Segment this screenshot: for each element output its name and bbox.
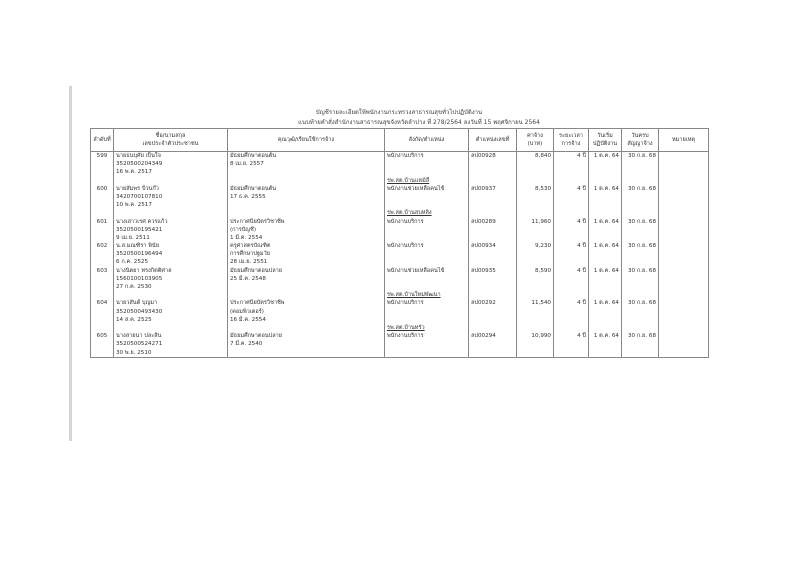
end-date: 30 ก.ย. 68: [627, 153, 656, 159]
spacer-cell: [517, 209, 554, 217]
cell-no: [91, 152, 114, 177]
spacer-cell: [659, 291, 709, 299]
col-term: [554, 129, 589, 152]
citizen-id: 3520500195421: [116, 226, 163, 233]
col-name-label: ชื่อ/นามสกุล: [155, 132, 186, 139]
employment-term: 4 ปี: [577, 185, 586, 192]
cell-term: [554, 332, 589, 357]
cell-position: [385, 152, 469, 177]
cell-end: [622, 267, 659, 292]
cell-name: [114, 267, 228, 292]
education-detail: (การบัญชี): [230, 226, 257, 233]
education-level: มัธยมศึกษาตอนปลาย: [230, 267, 283, 274]
start-date: 1 ต.ค. 64: [593, 333, 619, 340]
spacer-cell: [622, 209, 659, 217]
position-title: พนักงานบริการ: [387, 153, 424, 159]
education-level: ครูศาสตรบัณฑิต: [230, 243, 271, 250]
cell-wage: [517, 218, 554, 243]
citizen-id: 3420700107810: [116, 193, 163, 200]
education-detail: 25 มี.ค. 2548: [230, 275, 266, 282]
wage-amount: 8,840: [534, 153, 551, 159]
col-start-label-2: ปฏิบัติงาน: [592, 141, 618, 147]
spacer-cell: [91, 209, 114, 217]
position-title: พนักงานช่วยเหลือคนไข้: [387, 185, 445, 192]
position-number: ลป00937: [471, 185, 496, 192]
citizen-id: 1560100103905: [116, 275, 163, 282]
col-unit: สังกัด/ตำแหน่ง: [385, 129, 469, 152]
spacer-cell: [385, 209, 469, 217]
col-term-label-1: ระยะเวลา: [559, 132, 583, 139]
cell-position-no: [469, 267, 517, 292]
position-title: พนักงานบริการ: [387, 218, 424, 225]
col-name: [114, 129, 228, 152]
position-number: ลป00292: [471, 300, 496, 307]
spacer-cell: [228, 291, 385, 299]
position-number: ลป00289: [471, 218, 496, 225]
cell-position: [385, 267, 469, 292]
cell-name: [114, 152, 228, 177]
spacer-cell: [91, 324, 114, 332]
staff-table: [90, 128, 709, 358]
person-name: น.ส.มณฑิรา พินัย: [116, 243, 160, 250]
col-id-label: เลขประจำตัวประชาชน: [142, 141, 199, 147]
cell-name: [114, 332, 228, 357]
birth-date: 30 พ.ย. 2510: [116, 349, 152, 356]
cell-end: [622, 185, 659, 210]
spacer-cell: [589, 209, 622, 217]
spacer-cell: [114, 209, 228, 217]
cell-start: [589, 267, 622, 292]
end-date: 30 ก.ย. 68: [627, 218, 656, 225]
spacer-cell: [114, 291, 228, 299]
spacer-cell: [622, 324, 659, 332]
cell-education: [228, 332, 385, 357]
cell-start: [589, 242, 622, 267]
birth-date: 6 ก.ค. 2525: [116, 259, 149, 266]
table-row: [91, 299, 709, 324]
cell-no: [91, 267, 114, 292]
spacer-cell: [622, 177, 659, 185]
spacer-cell: [517, 291, 554, 299]
row-number: 603: [96, 267, 108, 274]
col-end: [622, 129, 659, 152]
spacer-cell: [114, 177, 228, 185]
citizen-id: 3520500524271: [116, 341, 163, 348]
cell-wage: [517, 332, 554, 357]
row-number: 601: [96, 218, 108, 225]
position-title: พนักงานช่วยเหลือคนไข้: [387, 267, 445, 274]
employment-term: 4 ปี: [577, 267, 586, 274]
start-date: 1 ต.ค. 64: [593, 185, 619, 192]
document-title: บัญชีรายละเอียดให้พนักงานกระทรวงสาธารณสุขทั่วไปปฏิบัติงาน: [315, 109, 483, 116]
wage-amount: 8,590: [534, 267, 551, 274]
spacer-cell: [469, 209, 517, 217]
cell-position: [385, 332, 469, 357]
wage-amount: 8,530: [534, 185, 551, 192]
spacer-cell: [554, 291, 589, 299]
row-number: 602: [96, 243, 108, 250]
row-number: 599: [96, 153, 108, 159]
col-wage-label: ค่าจ้าง: [526, 132, 544, 139]
unit-heading: รพ.สต.บ้านแหม้ลี้: [387, 177, 430, 184]
unit-heading-row: [91, 209, 709, 217]
person-name: นายวสันต์ บุญมา: [116, 300, 158, 307]
cell-name: [114, 218, 228, 243]
education-level: มัธยมศึกษาตอนปลาย: [230, 333, 283, 340]
cell-no: [91, 242, 114, 267]
position-number: ลป00294: [471, 333, 496, 340]
education-date: 28 เม.ย. 2551: [230, 259, 268, 266]
document-header: [90, 108, 708, 128]
education-level: มัธยมศึกษาตอนต้น: [230, 185, 277, 192]
cell-name: [114, 185, 228, 210]
row-number: 605: [96, 333, 108, 340]
position-title: พนักงานบริการ: [387, 300, 424, 307]
table-row: [91, 242, 709, 267]
cell-education: [228, 152, 385, 177]
person-name: นางเสาวเรศ ควรแก้ว: [116, 218, 168, 225]
spacer-cell: [469, 177, 517, 185]
spacer-cell: [385, 291, 469, 299]
cell-term: [554, 299, 589, 324]
cell-wage: [517, 299, 554, 324]
cell-note: [659, 218, 709, 243]
person-name: นางนิตยา ทรงกิตติศาล: [116, 267, 172, 274]
cell-no: [91, 185, 114, 210]
birth-date: 14 ส.ค. 2525: [116, 316, 152, 323]
col-end-label-1: วันครบ: [631, 132, 649, 139]
birth-date: 16 พ.ค. 2517: [116, 169, 152, 176]
citizen-id: 3520500204349: [116, 161, 163, 168]
cell-education: [228, 185, 385, 210]
unit-heading: รพ.สต.บ้านสบหลิ่ง: [387, 210, 432, 217]
cell-note: [659, 299, 709, 324]
start-date: 1 ต.ค. 64: [593, 218, 619, 225]
education-detail: 8 เม.ย. 2557: [230, 161, 264, 168]
cell-position: [385, 242, 469, 267]
cell-position: [385, 218, 469, 243]
education-detail: การศึกษาปฐมวัย: [230, 251, 271, 258]
cell-end: [622, 152, 659, 177]
table-header-row: [91, 129, 709, 152]
col-no: ลำดับที่: [91, 129, 114, 152]
unit-heading: รพ.สต.บ้านทรัว: [387, 324, 425, 331]
cell-end: [622, 299, 659, 324]
spacer-cell: [385, 324, 469, 332]
spacer-cell: [659, 324, 709, 332]
employment-term: 4 ปี: [577, 333, 586, 340]
education-detail: (คอมพิวเตอร์): [230, 308, 264, 315]
cell-note: [659, 242, 709, 267]
spacer-cell: [589, 177, 622, 185]
unit-heading-row: [91, 291, 709, 299]
unit-heading: รพ.สต.บ้านใหม่พัฒนา: [387, 292, 441, 299]
cell-position: [385, 185, 469, 210]
cell-education: [228, 242, 385, 267]
spacer-cell: [228, 324, 385, 332]
col-note: หมายเหตุ: [659, 129, 709, 152]
citizen-id: 3520500196494: [116, 251, 163, 258]
birth-date: 10 พ.ค. 2517: [116, 202, 152, 209]
wage-amount: 11,960: [531, 218, 551, 225]
cell-wage: [517, 242, 554, 267]
education-level: ประกาศนียบัตรวิชาชีพ: [230, 218, 285, 225]
table-row: [91, 332, 709, 357]
end-date: 30 ก.ย. 68: [627, 243, 656, 250]
cell-start: [589, 152, 622, 177]
cell-no: [91, 299, 114, 324]
col-wage: [517, 129, 554, 152]
position-title: พนักงานบริการ: [387, 333, 424, 340]
spacer-cell: [517, 324, 554, 332]
cell-position-no: [469, 185, 517, 210]
col-wage-unit: (บาท): [527, 141, 543, 147]
spacer-cell: [554, 324, 589, 332]
spacer-cell: [659, 177, 709, 185]
cell-term: [554, 242, 589, 267]
cell-education: [228, 218, 385, 243]
cell-note: [659, 185, 709, 210]
wage-amount: 10,990: [531, 333, 551, 340]
education-level: ประกาศนียบัตรวิชาชีพ: [230, 300, 285, 307]
cell-position-no: [469, 242, 517, 267]
start-date: 1 ต.ค. 64: [593, 267, 619, 274]
cell-wage: [517, 152, 554, 177]
spacer-cell: [385, 177, 469, 185]
spacer-cell: [469, 324, 517, 332]
cell-position-no: [469, 332, 517, 357]
spacer-cell: [589, 324, 622, 332]
cell-position: [385, 299, 469, 324]
table-row: [91, 152, 709, 177]
education-date: 16 มี.ค. 2554: [230, 316, 266, 323]
education-detail: 17 ธ.ค. 2555: [230, 193, 266, 200]
cell-start: [589, 299, 622, 324]
cell-position-no: [469, 299, 517, 324]
birth-date: 27 ก.ค. 2530: [116, 284, 152, 290]
cell-term: [554, 152, 589, 177]
cell-start: [589, 332, 622, 357]
cell-end: [622, 332, 659, 357]
spacer-cell: [554, 209, 589, 217]
birth-date: 9 เม.ย. 2511: [116, 234, 150, 241]
spacer-cell: [554, 177, 589, 185]
cell-end: [622, 242, 659, 267]
end-date: 30 ก.ย. 68: [627, 185, 656, 192]
unit-heading-row: [91, 324, 709, 332]
employment-term: 4 ปี: [577, 243, 586, 250]
col-education: คุณวุฒิ/เรียนใช้การจ้าง: [228, 129, 385, 152]
person-name: นายสัมพร ป้วนก๊ว: [116, 185, 159, 192]
table-row: [91, 185, 709, 210]
cell-end: [622, 218, 659, 243]
cell-term: [554, 267, 589, 292]
start-date: 1 ต.ค. 64: [593, 153, 619, 159]
cell-name: [114, 299, 228, 324]
cell-education: [228, 299, 385, 324]
cell-start: [589, 185, 622, 210]
employment-term: 4 ปี: [577, 218, 586, 225]
person-name: นายธนบุศัย เป็นใจ: [116, 153, 161, 159]
cell-start: [589, 218, 622, 243]
cell-term: [554, 218, 589, 243]
position-number: ลป00934: [471, 243, 496, 250]
end-date: 30 ก.ย. 68: [627, 300, 656, 307]
cell-position-no: [469, 218, 517, 243]
col-position-no: ตำแหน่งเลขที่: [469, 129, 517, 152]
col-start: [589, 129, 622, 152]
row-number: 604: [96, 300, 108, 307]
cell-wage: [517, 185, 554, 210]
row-number: 600: [96, 185, 108, 192]
cell-note: [659, 267, 709, 292]
cell-term: [554, 185, 589, 210]
page-left-edge: [69, 86, 72, 441]
education-detail: 7 มี.ค. 2540: [230, 341, 263, 348]
cell-education: [228, 267, 385, 292]
spacer-cell: [91, 291, 114, 299]
cell-no: [91, 218, 114, 243]
cell-note: [659, 152, 709, 177]
table-row: [91, 267, 709, 292]
cell-name: [114, 242, 228, 267]
spacer-cell: [589, 291, 622, 299]
spacer-cell: [659, 209, 709, 217]
position-number: ลป00935: [471, 267, 496, 274]
citizen-id: 3520500493430: [116, 308, 163, 315]
col-end-label-2: สัญญาจ้าง: [627, 141, 653, 147]
spacer-cell: [469, 291, 517, 299]
education-date: 1 มี.ค. 2554: [230, 234, 263, 241]
employment-term: 4 ปี: [577, 300, 586, 307]
spacer-cell: [91, 177, 114, 185]
employment-term: 4 ปี: [577, 153, 586, 159]
col-start-label-1: วันเริ่ม: [597, 132, 613, 139]
spacer-cell: [114, 324, 228, 332]
table-row: [91, 218, 709, 243]
spacer-cell: [622, 291, 659, 299]
col-term-label-2: การจ้าง: [561, 141, 581, 147]
wage-amount: 11,540: [531, 300, 551, 307]
wage-amount: 9,230: [534, 243, 551, 250]
cell-position-no: [469, 152, 517, 177]
end-date: 30 ก.ย. 68: [627, 267, 656, 274]
cell-no: [91, 332, 114, 357]
end-date: 30 ก.ย. 68: [627, 333, 656, 340]
cell-note: [659, 332, 709, 357]
cell-wage: [517, 267, 554, 292]
spacer-cell: [228, 209, 385, 217]
spacer-cell: [228, 177, 385, 185]
start-date: 1 ต.ค. 64: [593, 243, 619, 250]
person-name: นางสายนา ปละสิน: [116, 333, 162, 340]
position-title: พนักงานบริการ: [387, 243, 424, 250]
document-subtitle: แนบท้ายคำสั่งสำนักงานสาธารณสุขจังหวัดลำปาง ที่ 278/2564 ลงวันที่ 15 พฤศจิกายน 2564: [298, 119, 540, 126]
unit-heading-row: [91, 177, 709, 185]
spacer-cell: [517, 177, 554, 185]
education-level: มัธยมศึกษาตอนต้น: [230, 153, 277, 159]
start-date: 1 ต.ค. 64: [593, 300, 619, 307]
position-number: ลป00928: [471, 153, 496, 159]
